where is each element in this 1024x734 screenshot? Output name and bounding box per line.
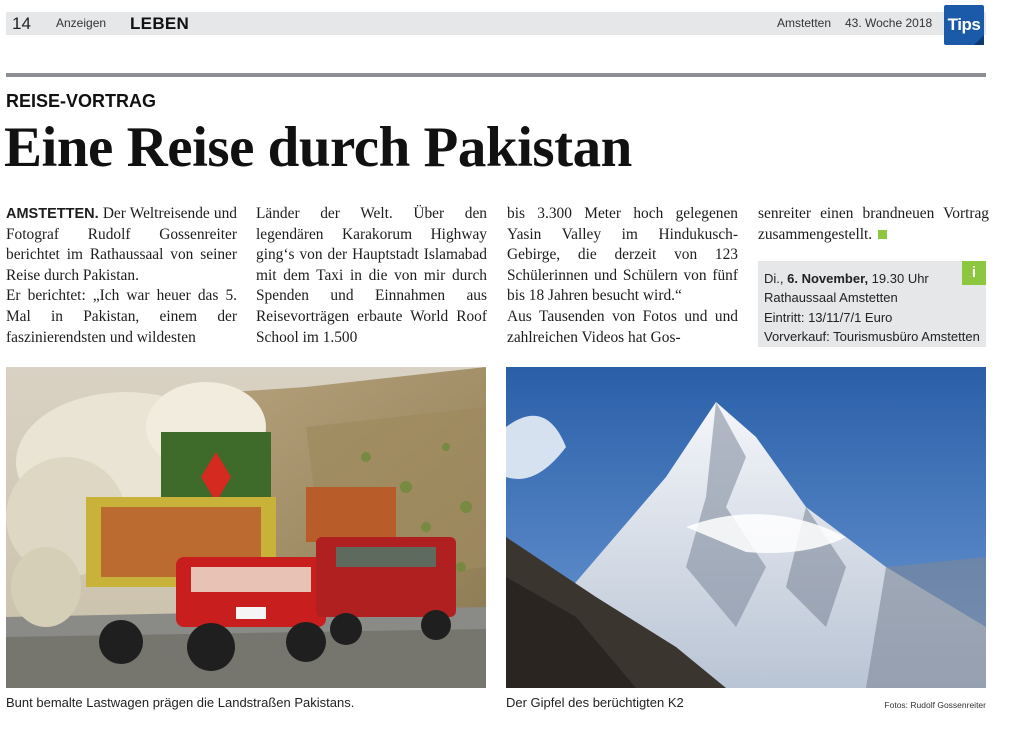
article-paragraph: Er berichtet: „Ich war heuer das 5. Mal in Pakistan, einem der faszinierendsten und wildesten (6, 287, 237, 346)
event-day: Di., (764, 271, 788, 286)
photo-trucks (6, 367, 486, 688)
section-label: Anzeigen (56, 16, 107, 30)
tips-logo: Tips (944, 5, 984, 45)
photo-k2 (506, 367, 986, 688)
article-column-3 (507, 204, 738, 348)
article-paragraph: Länder der Welt. Über den legendären Karakorum Highway ging‘s von der Hauptstadt Islamabad mit dem Taxi in die von mir durch Spenden und Einnahmen aus Reisevorträgen erbaute World Roof School im 1.500 (256, 205, 487, 346)
photo-credit: Fotos: Rudolf Gossenreiter (884, 700, 986, 710)
article-column-1 (6, 204, 237, 348)
event-info-box (758, 261, 986, 347)
k2-illustration (506, 367, 986, 688)
article-column-2 (256, 204, 487, 348)
edition-week: 43. Woche 2018 (845, 16, 933, 30)
article-column-4 (758, 204, 989, 245)
caption-k2: Der Gipfel des berüchtigten K2 (506, 695, 684, 710)
event-admission: Eintritt: 13/11/7/1 Euro (764, 309, 893, 325)
article-paragraph (758, 204, 989, 245)
article-paragraph (6, 204, 237, 286)
end-of-article-mark (878, 230, 887, 239)
article-kicker: REISE-VORTRAG (6, 91, 157, 111)
article-dateline: AMSTETTEN. (6, 206, 99, 222)
info-icon: i (962, 261, 986, 285)
event-venue: Rathaussaal Amstetten (764, 290, 898, 306)
article-paragraph: Aus Tausenden von Fotos und und zahlreichen Videos hat Gos- (507, 307, 738, 346)
caption-trucks: Bunt bemalte Lastwagen prägen die Landstraßen Pakistans. (6, 695, 355, 710)
event-time: 19.30 Uhr (868, 271, 929, 286)
event-date: 6. November, (787, 271, 869, 286)
event-presale: Vorverkauf: Tourismusbüro Amstetten (764, 328, 980, 344)
event-date-line (764, 269, 980, 288)
section-title: LEBEN (130, 14, 190, 33)
article-text: senreiter einen brandneuen Vortrag zusammengestellt. (758, 205, 989, 243)
page-header (6, 12, 986, 35)
page-number: 14 (12, 14, 31, 33)
article-text: Der Weltreisende und Fotograf Rudolf Gossenreiter berichtet im Rathaussaal von seiner Reise durch Pakistan. (6, 205, 237, 284)
edition-town: Amstetten (777, 16, 832, 30)
article-paragraph: bis 3.300 Meter hoch gelegenen Yasin Valley im Hindukusch-Gebirge, die derzeit von 123 Schülerinnen und Schülern von fünf bis 18 Jahren besucht wird.“ (507, 205, 738, 305)
trucks-illustration (6, 367, 486, 688)
header-divider (6, 73, 986, 77)
article-headline: Eine Reise durch Pakistan (4, 116, 632, 179)
